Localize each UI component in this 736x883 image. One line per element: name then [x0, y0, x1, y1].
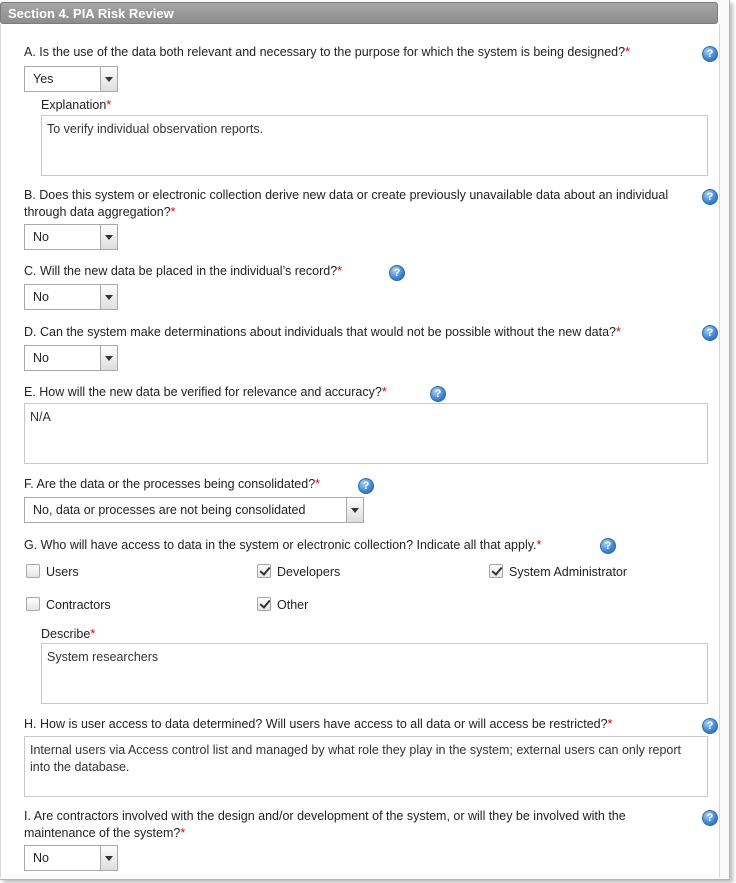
question-a-value: Yes: [33, 72, 54, 86]
question-e-textarea[interactable]: N/A: [24, 403, 708, 464]
checkbox-contractors[interactable]: [26, 597, 40, 611]
help-icon[interactable]: ?: [389, 265, 405, 281]
question-c-text: C. Will the new data be placed in the individual’s record?: [24, 264, 338, 278]
question-i-text: I. Are contractors involved with the design and/or development of the system, or will they be involved with the maintenance of the system?: [24, 809, 626, 840]
chevron-down-icon: [100, 285, 117, 309]
question-g-text: G. Who will have access to data in the system or electronic collection? Indicate all that apply.: [24, 538, 537, 552]
question-a-select[interactable]: [24, 66, 118, 92]
question-c: [24, 263, 674, 280]
checkbox-other-label: Other: [277, 598, 309, 612]
chevron-down-icon: [100, 846, 117, 870]
question-f-value: No, data or processes are not being consolidated: [33, 503, 306, 517]
required-marker: *: [536, 538, 542, 552]
question-b-text: B. Does this system or electronic collection derive new data or create previously unavailable data about an individual through data aggregation?: [24, 188, 669, 219]
required-marker: *: [625, 45, 630, 59]
help-icon[interactable]: ?: [358, 478, 374, 494]
question-d-value: No: [33, 351, 49, 365]
question-a-text: A. Is the use of the data both relevant and necessary to the purpose for which the system is being designed?: [24, 45, 626, 59]
required-marker: *: [607, 717, 613, 731]
chevron-down-icon: [100, 346, 117, 370]
question-h: [24, 716, 674, 733]
question-f: [24, 476, 674, 493]
question-b: [24, 187, 674, 221]
checkbox-users-label: Users: [46, 565, 79, 579]
question-i-select[interactable]: [24, 845, 118, 871]
describe-label: Describe*: [41, 627, 96, 641]
question-d-text: D. Can the system make determinations about individuals that would not be possible without the new data?: [24, 325, 617, 339]
required-marker: *: [170, 205, 176, 219]
chevron-down-icon: [100, 67, 117, 91]
question-e-text: E. How will the new data be verified for relevance and accuracy?: [24, 385, 382, 399]
question-c-value: No: [33, 290, 49, 304]
question-b-select[interactable]: [24, 224, 118, 250]
required-marker: *: [337, 264, 343, 278]
explanation-label: Explanation*: [41, 98, 112, 112]
question-i: [24, 808, 674, 842]
question-c-select[interactable]: [24, 284, 118, 310]
help-icon[interactable]: ?: [430, 386, 446, 402]
question-a: [24, 44, 674, 61]
help-icon[interactable]: ?: [600, 538, 616, 554]
checkbox-developers-label: Developers: [277, 565, 341, 579]
question-f-select[interactable]: [24, 497, 364, 523]
required-marker: *: [315, 477, 321, 491]
chevron-down-icon: [100, 225, 117, 249]
question-g: [24, 537, 674, 554]
describe-textarea[interactable]: System researchers: [41, 643, 708, 704]
checkbox-contractors-label: Contractors: [46, 598, 111, 612]
question-h-textarea[interactable]: Internal users via Access control list and managed by what role they play in the system; external users can only report into the database.: [24, 736, 708, 797]
help-icon[interactable]: ?: [702, 189, 718, 205]
question-d: [24, 324, 674, 341]
chevron-down-icon: [346, 498, 363, 522]
required-marker: *: [616, 325, 621, 339]
help-icon[interactable]: ?: [702, 46, 718, 62]
checkbox-system-administrator[interactable]: [489, 564, 503, 578]
required-marker: *: [381, 385, 387, 399]
section-header: Section 4. PIA Risk Review: [0, 2, 718, 24]
question-f-text: F. Are the data or the processes being consolidated?: [24, 477, 316, 491]
question-d-select[interactable]: [24, 345, 118, 371]
checkbox-system-administrator-label: System Administrator: [509, 565, 628, 579]
explanation-textarea[interactable]: To verify individual observation reports.: [41, 115, 708, 176]
required-marker: *: [180, 826, 186, 840]
help-icon[interactable]: ?: [702, 325, 718, 341]
question-e: [24, 384, 674, 401]
checkbox-other[interactable]: [257, 597, 271, 611]
help-icon[interactable]: ?: [702, 810, 718, 826]
question-i-value: No: [33, 851, 49, 865]
help-icon[interactable]: ?: [702, 718, 718, 734]
question-h-text: H. How is user access to data determined? Will users have access to all data or will access be restricted?: [24, 717, 608, 731]
checkbox-users[interactable]: [26, 564, 40, 578]
checkbox-developers[interactable]: [257, 564, 271, 578]
question-b-value: No: [33, 230, 49, 244]
